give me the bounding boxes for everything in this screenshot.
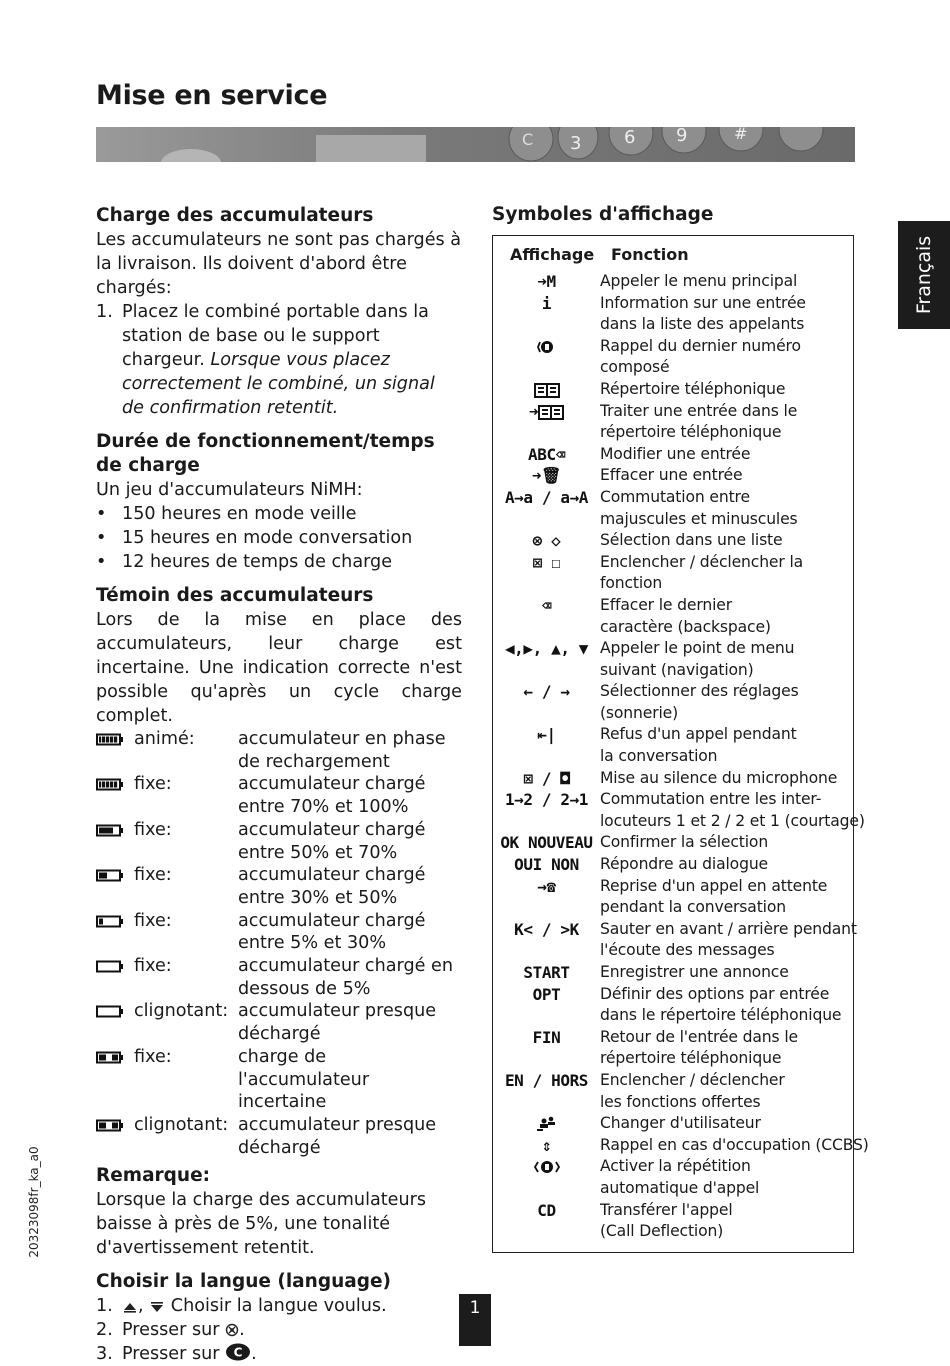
symbol-cell <box>493 1070 600 1113</box>
step-label: Presser sur <box>122 1320 226 1341</box>
column-header-function: Fonction <box>611 245 689 264</box>
symbol-cell <box>493 854 600 876</box>
symbol-cell <box>493 638 600 681</box>
edit-arrow-icon: ➜ <box>528 401 539 421</box>
symbol-cell <box>493 962 600 984</box>
battery-description: accumulateur chargé entre 30% et 50% <box>238 865 426 908</box>
battery-uncertain-icon <box>96 1051 124 1064</box>
list-item-text: 15 heures en mode conversation <box>122 528 413 548</box>
svg-text:C: C <box>233 1345 243 1360</box>
up-arrow-icon <box>122 1301 138 1313</box>
function-text: Enclencher / déclencher <box>600 1070 785 1089</box>
function-text: Modifier une entrée <box>600 444 751 463</box>
battery-description: accumulateur en phase de rechargement <box>238 729 446 772</box>
symbol-row <box>493 487 853 530</box>
duree-list <box>96 502 462 574</box>
function-text: Appeler le point de menu <box>600 639 795 658</box>
battery-icon-cell <box>96 1046 134 1114</box>
function-text: Effacer le dernier <box>600 595 732 614</box>
resume-held-call-icon: →☎ <box>537 876 556 896</box>
change-user-icon <box>536 1116 558 1132</box>
function-text: Refus d'un appel pendant <box>600 725 797 744</box>
function-cell <box>600 487 850 530</box>
function-cell <box>600 1027 850 1070</box>
column-header-display: Affichage <box>510 245 595 264</box>
function-text: dans la liste des appelants <box>600 315 805 334</box>
function-cell <box>600 876 850 919</box>
function-text: répertoire téléphonique <box>600 423 782 442</box>
function-cell <box>600 1156 850 1199</box>
symbol-cell <box>493 552 600 595</box>
list-item <box>96 526 462 550</box>
symbol-row <box>493 724 853 767</box>
reject-call-icon: ⇤| <box>537 725 556 745</box>
battery-icon-cell <box>96 910 134 955</box>
function-cell <box>600 530 850 552</box>
on-off-softkeys: EN / HORS <box>504 1070 589 1090</box>
symbol-row <box>493 919 857 962</box>
svg-text:6: 6 <box>624 127 636 148</box>
bullet: • <box>96 552 107 572</box>
symbol-row <box>493 768 853 790</box>
backspace-icon: ⌫ <box>541 595 552 615</box>
symbol-cell <box>493 681 600 724</box>
symbol-row <box>493 962 853 984</box>
battery-low-icon <box>96 915 124 928</box>
left-column <box>96 204 462 1366</box>
symbols-heading: Symboles d'affichage <box>492 204 714 225</box>
toggle-function-icon: ⊠ ☐ <box>532 552 561 572</box>
symbol-cell <box>493 984 600 1027</box>
function-text: Enregistrer une annonce <box>600 963 789 981</box>
function-text: Appeler le menu principal <box>600 272 798 290</box>
function-cell <box>600 379 850 401</box>
function-text: Sélectionner des réglages <box>600 682 799 701</box>
battery-icon-cell <box>96 864 134 909</box>
page-title: Mise en service <box>96 80 328 111</box>
symbol-cell <box>493 271 600 293</box>
function-cell <box>600 681 850 724</box>
battery-icon-cell <box>96 773 134 818</box>
ccbs-callback-icon: ⇕ <box>541 1135 552 1155</box>
function-text: Transférer l'appel <box>600 1200 733 1219</box>
step-end: . <box>239 1320 245 1341</box>
symbol-row <box>493 1113 853 1135</box>
battery-row <box>96 819 462 864</box>
page-number-tab <box>459 1294 491 1346</box>
symbol-row <box>493 681 853 724</box>
battery-description: accumulateur presque déchargé <box>238 1001 437 1045</box>
list-item-text: 150 heures en mode veille <box>122 504 357 524</box>
bullet: • <box>96 528 107 548</box>
symbol-row <box>493 789 865 832</box>
symbol-cell <box>493 789 600 832</box>
phone-keypad-banner <box>96 127 855 162</box>
battery-uncertain-icon <box>96 1119 124 1132</box>
battery-description: accumulateur chargé entre 5% et 30% <box>238 910 426 954</box>
langue-step-1 <box>96 1294 462 1318</box>
battery-half-icon <box>96 869 124 882</box>
section-heading-remarque: Remarque: <box>96 1165 211 1187</box>
function-text: Sauter en avant / arrière pendant <box>600 919 857 938</box>
navigation-arrows-icon: ◀,▶, ▲, ▼ <box>504 639 589 659</box>
function-text: la conversation <box>600 747 718 766</box>
step-main-text: Placez le combiné portable dans la station de base ou le support chargeur. <box>122 302 429 370</box>
ok-new-softkeys: OK NOUVEAU <box>500 833 593 853</box>
step-number: 2. <box>96 1320 113 1341</box>
function-text: pendant la conversation <box>600 898 786 917</box>
symbol-row <box>493 832 853 854</box>
battery-row <box>96 864 462 909</box>
page-number: 1 <box>469 1298 481 1318</box>
edit-entry-icon: ABC⌫ <box>528 444 565 464</box>
symbol-cell <box>493 1113 600 1135</box>
symbol-rows <box>493 271 869 1243</box>
symbol-row <box>493 271 853 293</box>
symbol-cell <box>493 293 600 336</box>
step-text <box>122 1294 462 1318</box>
redial-icon <box>536 339 558 355</box>
battery-state: fixe: <box>134 865 172 886</box>
function-cell <box>600 919 857 962</box>
function-cell <box>600 768 850 790</box>
start-softkey: START <box>523 963 570 982</box>
delete-entry-icon: ➜🗑 <box>531 466 562 486</box>
battery-row <box>96 728 462 773</box>
battery-state: fixe: <box>134 956 172 977</box>
case-switch-icon: A→a / a→A <box>504 487 589 507</box>
function-text: Confirmer la sélection <box>600 833 769 852</box>
symbol-row <box>493 638 853 681</box>
function-text: locuteurs 1 et 2 / 2 et 1 (courtage) <box>600 811 865 830</box>
document-code-label: 20323098fr_ka_a0 <box>27 1146 41 1258</box>
symbol-cell <box>493 1027 600 1070</box>
step-text <box>122 1318 462 1342</box>
left-right-arrows-icon: ← / → <box>523 682 570 702</box>
symbol-row <box>493 379 853 401</box>
function-cell <box>600 1113 850 1135</box>
battery-description: accumulateur chargé entre 70% et 100% <box>238 774 426 818</box>
symbol-cell <box>493 379 600 401</box>
function-cell <box>600 1200 850 1243</box>
function-cell <box>600 638 850 681</box>
battery-icon-cell <box>96 955 134 1000</box>
symbol-row <box>493 1027 853 1070</box>
function-cell <box>600 789 865 832</box>
phonebook-icon <box>534 383 560 398</box>
ok-key-icon <box>225 1323 239 1337</box>
battery-icon-cell <box>96 728 134 773</box>
function-text: Changer d'utilisateur <box>600 1114 761 1133</box>
symbol-cell <box>493 1156 600 1199</box>
function-cell <box>600 832 850 854</box>
battery-two-thirds-icon <box>96 824 124 837</box>
symbol-cell <box>493 487 600 530</box>
step-label: Choisir la langue voulus. <box>165 1296 387 1317</box>
function-text: les fonctions offertes <box>600 1092 761 1111</box>
function-cell <box>600 552 850 595</box>
remarque-text: Lorsque la charge des accumulateurs baisse à près de 5%, une tonalité d'avertissement retentit. <box>96 1190 427 1259</box>
step-number: 1. <box>96 1296 113 1317</box>
duree-intro: Un jeu d'accumulateurs NiMH: <box>96 480 363 500</box>
battery-description: accumulateur chargé en dessous de 5% <box>238 956 454 999</box>
c-key-icon <box>225 1343 251 1361</box>
battery-icon-cell <box>96 819 134 864</box>
battery-state: fixe: <box>134 910 172 931</box>
symbol-row <box>493 1070 853 1113</box>
symbol-cell <box>493 530 600 552</box>
info-icon: i <box>541 293 552 313</box>
battery-empty-icon <box>96 960 124 973</box>
function-text: Répertoire téléphonique <box>600 379 786 398</box>
end-softkey: FIN <box>532 1027 561 1047</box>
symbol-cell <box>493 401 600 444</box>
step-separator: , <box>138 1296 144 1317</box>
symbol-row <box>493 444 853 466</box>
symbol-cell <box>493 1135 600 1157</box>
symbol-cell <box>493 1200 600 1243</box>
symbol-row <box>493 401 853 444</box>
symbol-cell <box>493 465 600 487</box>
function-text: suivant (navigation) <box>600 660 754 679</box>
section-heading-charge: Charge des accumulateurs <box>96 205 374 226</box>
battery-state: clignotant: <box>134 1001 229 1022</box>
language-tab <box>898 221 950 329</box>
function-cell <box>600 854 850 876</box>
function-cell <box>600 724 850 767</box>
charge-intro: Les accumulateurs ne sont pas chargés à la livraison. Ils doivent d'abord être chargés: <box>96 230 462 298</box>
battery-state: animé: <box>134 729 195 749</box>
symbol-row <box>493 876 853 919</box>
battery-row <box>96 1114 462 1159</box>
function-text: caractère (backspace) <box>600 617 771 636</box>
list-item <box>96 502 462 526</box>
function-cell <box>600 595 850 638</box>
temoin-intro: Lors de la mise en place des accumulateurs, leur charge est incertaine. Une indication correcte n'est possible qu'après un cycle charge complet. <box>96 610 462 726</box>
function-cell <box>600 444 850 466</box>
function-text: Répondre au dialogue <box>600 855 768 874</box>
svg-text:C: C <box>522 130 534 149</box>
function-text: composé <box>600 358 670 377</box>
symbol-cell <box>493 724 600 767</box>
bullet: • <box>96 504 107 524</box>
symbol-row <box>493 530 853 552</box>
symbol-cell <box>493 832 600 854</box>
yes-no-softkeys: OUI NON <box>514 855 579 875</box>
step-number: 1. <box>96 302 113 322</box>
battery-row <box>96 1046 462 1114</box>
battery-empty-icon <box>96 1005 124 1018</box>
battery-row <box>96 955 462 1000</box>
battery-description: accumulateur presque déchargé <box>238 1114 437 1158</box>
symbol-row <box>493 293 853 336</box>
symbol-row <box>493 1156 853 1199</box>
function-text: Définir des options par entrée <box>600 984 830 1003</box>
symbol-row <box>493 336 853 379</box>
charge-step <box>96 300 462 420</box>
function-text: Mise au silence du microphone <box>600 768 838 787</box>
function-cell <box>600 401 850 444</box>
function-cell <box>600 984 850 1027</box>
language-tab-label: Français <box>913 235 935 315</box>
function-text: Retour de l'entrée dans le <box>600 1027 798 1046</box>
list-item-text: 12 heures de temps de charge <box>122 552 393 572</box>
function-cell <box>600 336 850 379</box>
step-note: Lorsque vous placez correctement le combiné, un signal de confirmation retentit. <box>122 350 435 418</box>
battery-full-icon <box>96 733 124 746</box>
skip-message-icon: K< / >K <box>514 919 579 939</box>
svg-text:9: 9 <box>676 127 688 146</box>
function-text: Reprise d'un appel en attente <box>600 876 828 895</box>
options-softkey: OPT <box>532 984 561 1004</box>
battery-icon-cell <box>96 1000 134 1045</box>
section-heading-temoin: Témoin des accumulateurs <box>96 585 374 606</box>
auto-redial-icon <box>532 1159 562 1175</box>
function-cell <box>600 465 850 487</box>
function-text: dans le répertoire téléphonique <box>600 1006 842 1025</box>
symbol-row <box>493 595 853 638</box>
document-code <box>26 1138 42 1266</box>
function-text: répertoire téléphonique <box>600 1049 782 1068</box>
mute-microphone-icon: ⊠ / ◘ <box>523 768 570 788</box>
function-text: Effacer une entrée <box>600 466 743 485</box>
function-text: automatique d'appel <box>600 1178 760 1197</box>
section-heading-duree: Durée de fonctionnement/temps de charge <box>96 431 435 476</box>
battery-state: fixe: <box>134 819 172 840</box>
battery-description: charge de l'accumulateur incertaine <box>238 1046 370 1113</box>
symbol-cell <box>493 768 600 790</box>
symbol-cell <box>493 336 600 379</box>
function-text: l'écoute des messages <box>600 941 775 960</box>
function-text: Rappel en cas d'occupation (CCBS) <box>600 1135 869 1154</box>
function-cell <box>600 962 850 984</box>
symbol-cell <box>493 444 600 466</box>
step-text <box>122 300 462 420</box>
function-text: fonction <box>600 574 663 593</box>
function-cell <box>600 271 850 293</box>
symbol-row <box>493 1135 869 1157</box>
battery-row <box>96 773 462 818</box>
step-end: . <box>251 1344 257 1365</box>
function-text: Sélection dans une liste <box>600 531 783 550</box>
symbol-row <box>493 552 853 595</box>
function-text: (Call Deflection) <box>600 1222 724 1241</box>
symbol-row <box>493 854 853 876</box>
svg-text:3: 3 <box>570 133 582 154</box>
section-heading-langue: Choisir la langue (language) <box>96 1271 391 1293</box>
function-text: Rappel du dernier numéro <box>600 336 801 355</box>
battery-full-icon <box>96 778 124 791</box>
step-number: 3. <box>96 1344 113 1365</box>
function-text: Commutation entre <box>600 487 750 506</box>
function-text: Commutation entre les inter- <box>600 790 822 809</box>
phonebook-icon <box>538 405 564 420</box>
function-cell <box>600 293 850 336</box>
list-item <box>96 550 462 574</box>
battery-state: fixe: <box>134 1046 172 1067</box>
symbol-row <box>493 1200 853 1243</box>
function-text: Traiter une entrée dans le <box>600 401 798 420</box>
function-text: Information sur une entrée <box>600 293 806 312</box>
battery-row <box>96 910 462 955</box>
main-menu-icon: ➜M <box>537 272 556 291</box>
function-cell <box>600 1135 869 1157</box>
symbol-cell <box>493 919 600 962</box>
battery-state: clignotant: <box>134 1114 229 1135</box>
function-text: Activer la répétition <box>600 1157 751 1176</box>
step-label: Presser sur <box>122 1344 226 1365</box>
down-arrow-icon <box>149 1301 165 1313</box>
langue-step-2 <box>96 1318 462 1342</box>
symbol-cell <box>493 876 600 919</box>
call-deflection-icon: CD <box>537 1200 556 1220</box>
symbol-row <box>493 984 853 1027</box>
battery-description: accumulateur chargé entre 50% et 70% <box>238 819 426 863</box>
battery-table <box>96 728 462 1159</box>
symbol-cell <box>493 595 600 638</box>
symbols-table <box>492 235 869 1253</box>
battery-state: fixe: <box>134 774 172 795</box>
symbol-row <box>493 465 853 487</box>
function-text: majuscules et minuscules <box>600 509 798 528</box>
battery-row <box>96 1000 462 1045</box>
function-text: (sonnerie) <box>600 703 679 722</box>
broker-switch-icon: 1→2 / 2→1 <box>504 790 589 810</box>
svg-text:#: # <box>734 127 748 143</box>
select-list-icon: ⊗ ◇ <box>532 531 561 551</box>
battery-icon-cell <box>96 1114 134 1159</box>
function-cell <box>600 1070 850 1113</box>
function-text: Enclencher / déclencher la <box>600 552 804 571</box>
